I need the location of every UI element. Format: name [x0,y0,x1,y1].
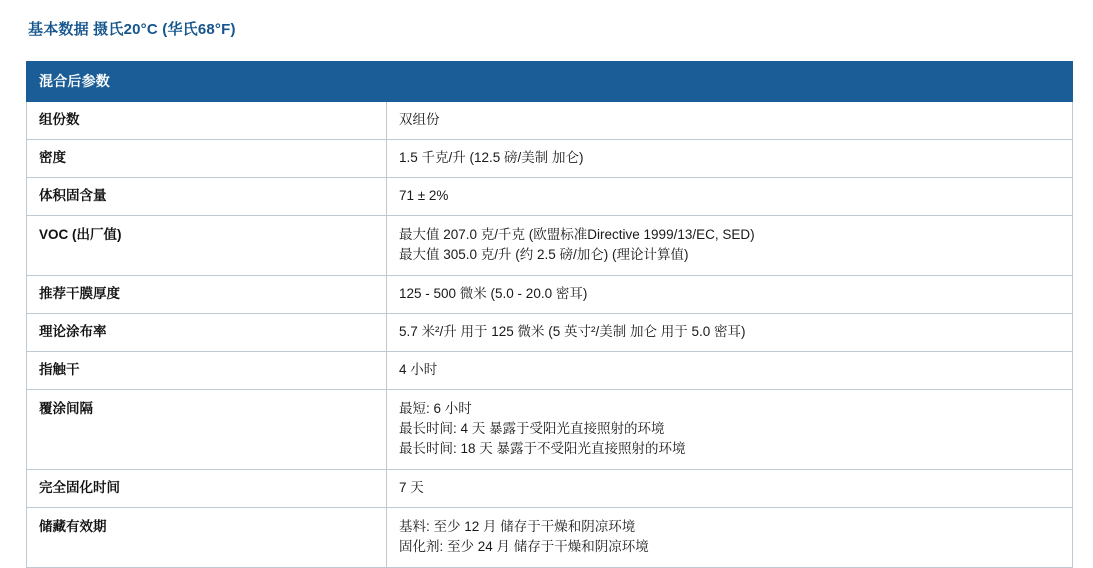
row-value-line: 最长时间: 4 天 暴露于受阳光直接照射的环境 [399,421,665,436]
row-value-line: 5.7 米²/升 用于 125 微米 (5 英寸²/美制 加仑 用于 5.0 密耳) [399,324,746,339]
row-label: 理论涂布率 [27,314,387,352]
row-label: 储藏有效期 [27,508,387,568]
row-label: 组份数 [27,102,387,140]
row-label: VOC (出厂值) [27,216,387,276]
row-value-line: 固化剂: 至少 24 月 储存于干燥和阴凉环境 [399,539,649,554]
table-row [27,276,1073,314]
row-value-line: 最长时间: 18 天 暴露于不受阳光直接照射的环境 [399,441,686,456]
row-value-line: 最大值 305.0 克/升 (约 2.5 磅/加仑) (理论计算值) [399,247,689,262]
table-row [27,508,1073,568]
table-row [27,352,1073,390]
row-label: 完全固化时间 [27,470,387,508]
row-value [387,390,1073,470]
row-value-line: 基料: 至少 12 月 储存于干燥和阴凉环境 [399,519,636,534]
row-value-line: 71 ± 2% [399,188,449,203]
row-label: 覆涂间隔 [27,390,387,470]
table-row [27,140,1073,178]
table-row [27,390,1073,470]
row-label: 体积固含量 [27,178,387,216]
row-value-line: 最大值 207.0 克/千克 (欧盟标准Directive 1999/13/EC, SED) [399,227,755,242]
row-label: 密度 [27,140,387,178]
row-value [387,216,1073,276]
row-value-line: 双组份 [399,112,440,127]
row-value-line: 最短: 6 小时 [399,401,472,416]
row-value [387,470,1073,508]
table-body [27,102,1073,568]
table-row [27,314,1073,352]
row-value [387,352,1073,390]
table-row [27,178,1073,216]
row-value-line: 1.5 千克/升 (12.5 磅/美制 加仑) [399,150,584,165]
table-row [27,216,1073,276]
row-value [387,314,1073,352]
row-value-line: 125 - 500 微米 (5.0 - 20.0 密耳) [399,286,588,301]
row-label: 指触干 [27,352,387,390]
row-value [387,178,1073,216]
row-value [387,102,1073,140]
table-header-row [27,62,1073,102]
row-label: 推荐干膜厚度 [27,276,387,314]
specification-table [26,61,1073,568]
page-title: 基本数据 摄氏20°C (华氏68°F) [28,21,236,38]
table-head [27,62,1073,102]
row-value-line: 7 天 [399,480,424,495]
row-value [387,276,1073,314]
table-header-title: 混合后参数 [27,62,1073,102]
row-value [387,508,1073,568]
table-row [27,102,1073,140]
row-value [387,140,1073,178]
row-value-line: 4 小时 [399,362,438,377]
table-row [27,470,1073,508]
